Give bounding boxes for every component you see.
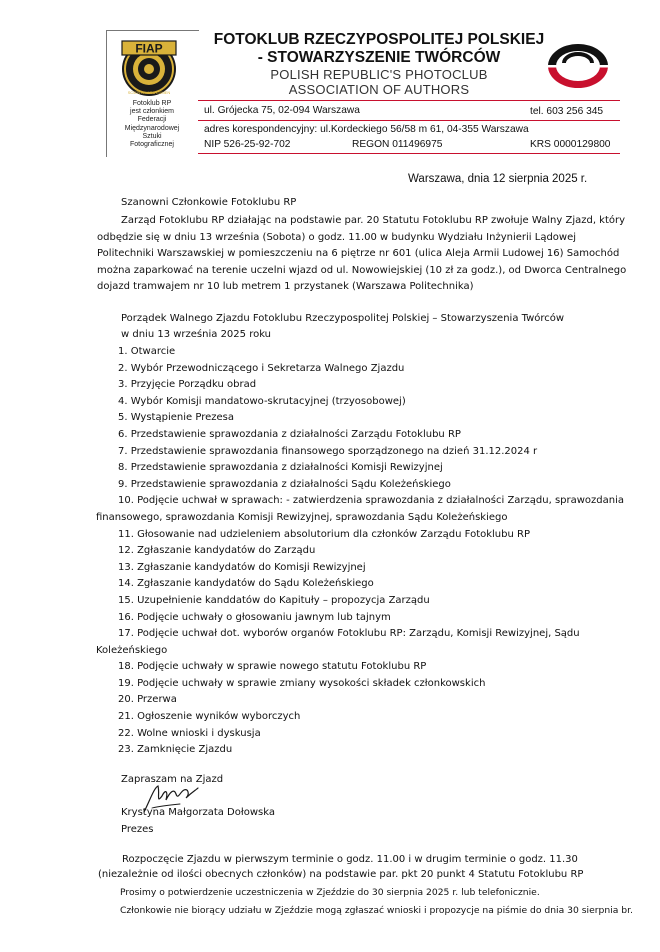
- organization-title: FOTOKLUB RZECZYPOSPOLITEJ POLSKIEJ - STOWARZYSZENIE TWÓRCÓW: [213, 31, 545, 66]
- agenda-item: 17. Podjęcie uchwał dot. wyborów organów Fotoklubu RP: Zarządu, Komisji Rewizyjnej, Sądu Koleżeńskiego: [96, 628, 580, 656]
- meeting-announcement: Zarząd Fotoklubu RP działając na podstawie par. 20 Statutu Fotoklubu RP zwołuje Walny Zjazd, który odbędzie się w dniu 13 września (Sobota) o godz. 11.00 w budynku Wydziału Inżynierii Lądowej Politechniki Warszawskiej w pomieszczeniu na 6 piętrze nr 601 (ulica Aleja Armii Ludowej 16) Samochód można zaparkować na terenie uczelni wjazd od ul. Nowowiejskiej (10 zł za godz.), od Dworca Centralnego dojazd tramwajem nr 10 lub metrem 1 przystanek (Warszawa Politechnika): [97, 215, 627, 293]
- agenda-item: 5. Wystąpienie Prezesa: [118, 412, 234, 424]
- agenda-item: 22. Wolne wnioski i dyskusja: [118, 727, 261, 739]
- agenda-item: 4. Wybór Komisji mandatowo-skrutacyjnej (trzyosobowej): [118, 395, 406, 407]
- handwritten-signature-icon: [140, 778, 200, 818]
- agenda-item: 3. Przyjęcie Porządku obrad: [118, 379, 257, 391]
- header-divider: [198, 120, 620, 121]
- salutation: Szanowni Członkowie Fotoklubu RP: [121, 197, 297, 208]
- agenda-date: w dniu 13 września 2025 roku: [121, 329, 272, 340]
- fiap-logo-icon: [112, 36, 186, 98]
- agenda-item: 1. Otwarcie: [118, 346, 176, 357]
- agenda-item: 14. Zgłaszanie kandydatów do Sądu Koleżeńskiego: [118, 578, 374, 590]
- agenda-item: 19. Podjęcie uchwały w sprawie zmiany wysokości składek członkowskich: [118, 677, 486, 689]
- logo-wordmark: FIAP: [135, 41, 163, 56]
- footer-notes: [98, 852, 633, 918]
- logo-ring-text: SCIENTIA ARS LUMEN: [127, 90, 171, 95]
- agenda-item: 2. Wybór Przewodniczącego i Sekretarza Walnego Zjazdu: [118, 362, 405, 374]
- absent-members-note: Członkowie nie biorący udziału w Zjeździe mogą zgłaszać wnioski i propozycje na piśmie do dnia 30 sierpnia br.: [120, 905, 633, 916]
- agenda-item: 13. Zgłaszanie kandydatów do Komisji Rewizyjnej: [118, 561, 366, 573]
- organization-subtitle: POLISH REPUBLIC'S PHOTOCLUB ASSOCIATION OF AUTHORS: [270, 67, 488, 97]
- agenda-item: 23. Zamknięcie Zjazdu: [118, 744, 233, 756]
- logo-caption: Fotoklub RP jest członkiem Federacji Międzynarodowej Sztuki Fotograficznej: [124, 100, 180, 149]
- agenda-heading: Porządek Walnego Zjazdu Fotoklubu Rzeczypospolitej Polskiej – Stowarzyszenia Twórców: [121, 313, 565, 324]
- agenda-item: 12. Zgłaszanie kandydatów do Zarządu: [118, 545, 316, 557]
- invitation-line: Zapraszam na Zjazd: [121, 774, 224, 785]
- agenda-item: 7. Przedstawienie sprawozdania finansowego sporządzonego na dzień 31.12.2024 r: [118, 445, 538, 457]
- letter-date: Warszawa, dnia 12 sierpnia 2025 r.: [408, 173, 588, 185]
- attendance-confirmation: Prosimy o potwierdzenie uczestniczenia w Zjeździe do 30 sierpnia 2025 r. lub telefonicznie.: [120, 887, 540, 898]
- agenda-item: 10. Podjęcie uchwał w sprawach: - zatwierdzenia sprawozdania z działalności Zarządu, sprawozdania finansowego, sprawozdania Komisji Rewizyjnej, sprawozdania Sądu Koleżeńskiego: [96, 495, 625, 523]
- club-emblem-icon: [540, 36, 616, 92]
- regon-number: REGON 011496975: [352, 139, 443, 150]
- agenda-item: 21. Ogłoszenie wyników wyborczych: [118, 711, 301, 723]
- nip-number: NIP 526-25-92-702: [204, 139, 291, 150]
- agenda-item: 16. Podjęcie uchwały o głosowaniu jawnym lub tajnym: [118, 611, 391, 623]
- agenda-item: 20. Przerwa: [118, 694, 177, 706]
- agenda-item: 18. Podjęcie uchwały w sprawie nowego statutu Fotoklubu RP: [118, 661, 427, 673]
- club-address: ul. Grójecka 75, 02-094 Warszawa: [204, 105, 360, 116]
- agenda-item: 15. Uzupełnienie kanddatów do Kapituły – propozycja Zarządu: [118, 594, 430, 606]
- krs-number: KRS 0000129800: [530, 139, 611, 150]
- agenda-item: 6. Przedstawienie sprawozdania z działalności Zarządu Fotoklubu RP: [118, 428, 461, 440]
- signatory-name: Krystyna Małgorzata Dołowska: [121, 807, 275, 819]
- signatory-role: Prezes: [121, 823, 154, 835]
- header-divider: [198, 100, 620, 101]
- agenda-item: 8. Przedstawienie sprawozdania z działalności Komisji Rewizyjnej: [118, 462, 443, 474]
- meeting-terms: Rozpoczęcie Zjazdu w pierwszym terminie o godz. 11.00 i w drugim terminie o godz. 11.30 (niezależnie od ilości obecnych członków) na podstawie par. pkt 20 punkt 4 Statutu Fotoklubu RP: [98, 854, 584, 880]
- agenda-list: [96, 344, 638, 759]
- header-divider: [198, 153, 620, 154]
- agenda-item: 11. Głosowanie nad udzieleniem absolutorium dla członków Zarządu Fotoklubu RP: [118, 528, 530, 540]
- agenda-item: 9. Przedstawienie sprawozdania z działalności Sądu Koleżeńskiego: [118, 478, 451, 490]
- club-phone: tel. 603 256 345: [530, 106, 604, 117]
- correspondence-address: adres korespondencyjny: ul.Kordeckiego 56/58 m 61, 04-355 Warszawa: [204, 124, 529, 135]
